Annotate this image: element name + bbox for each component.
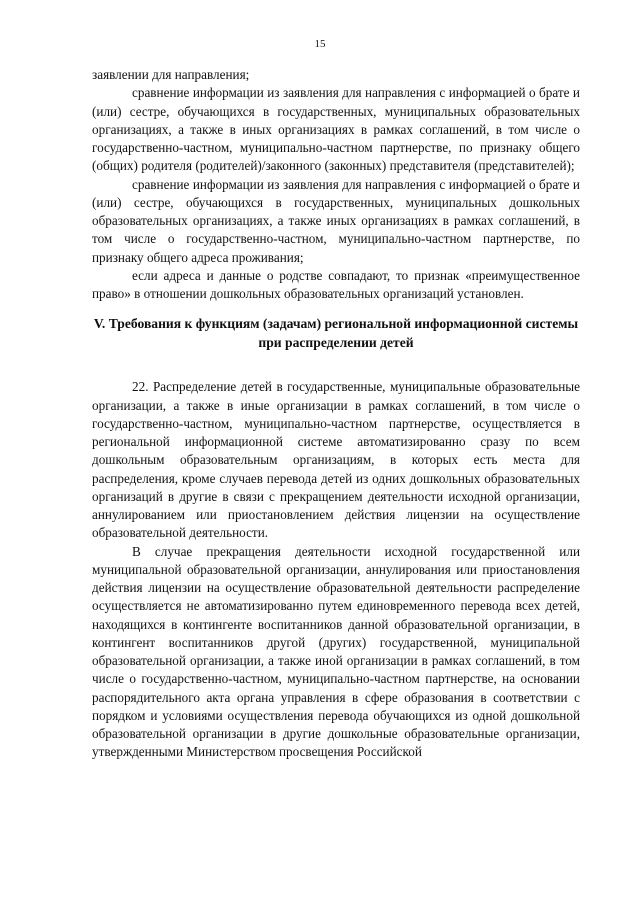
paragraph-item-22: 22. Распределение детей в государственные, муниципальные образовательные организации, а также в иные организации в рамках соглашений, в том числе о государственно-частном, муниципально-частном партнерстве, осуществляется в региональной информационной системе автоматизированно сразу по всем дошкольным образовательным организациям, в которых есть места для распределения, кроме случаев перевода детей из одних дошкольных образовательных организаций в другие в связи с прекращением деятельности исходной организации, аннулированием или приостановлением действия лицензии на осуществление образовательной деятельности. bbox=[92, 379, 580, 541]
paragraph-comparison-parents: сравнение информации из заявления для направления с информацией о брате и (или) сестре, обучающихся в государственных, муниципальных образовательных организациях, а также в иных организациях в рамках соглашений, в том числе о государственно-частном, муниципально-частном партнерстве, по признаку общего (общих) родителя (родителей)/законного (законных) представителя (представителей); bbox=[92, 85, 580, 174]
paragraph-continuation: заявлении для направления; bbox=[92, 67, 250, 82]
section-heading: V. Требования к функциям (задачам) региональной информационной системы при распределении детей bbox=[93, 316, 579, 350]
paragraph-priority-right: если адреса и данные о родстве совпадают, то признак «преимущественное право» в отношении дошкольных образовательных организаций установлен. bbox=[92, 267, 580, 301]
paragraph-termination-case: В случае прекращения деятельности исходной государственной или муниципальной образовательной организации, аннулирования или приостановления действия лицензии на осуществление образовательной деятельности распределение осуществляется не автоматизированно путем единовременного перевода всех детей, находящихся в контингенте воспитанников данной образовательной организации, в контингент воспитанников другой (других) государственной, муниципальной образовательной организации, а также иной организации в рамках соглашений, в том числе о государственно-частном, муниципально-частном партнерстве, на основании распорядительного акта органа управления в сфере образования в соответствии с порядком и условиями осуществления перевода обучающихся из одной дошкольной образовательной организации в другие дошкольные образовательные организации, утвержденными Министерством просвещения Российской bbox=[92, 543, 580, 760]
page-number: 15 bbox=[314, 38, 326, 50]
document-body bbox=[92, 66, 580, 762]
paragraph-comparison-address: сравнение информации из заявления для направления с информацией о брате и (или) сестре, обучающихся в государственных, муниципальных дошкольных образовательных организациях, а также иных организациях в рамках соглашений, в том числе о государственно-частном, муниципально-частном партнерстве, по признаку общего адреса проживания; bbox=[92, 176, 580, 265]
